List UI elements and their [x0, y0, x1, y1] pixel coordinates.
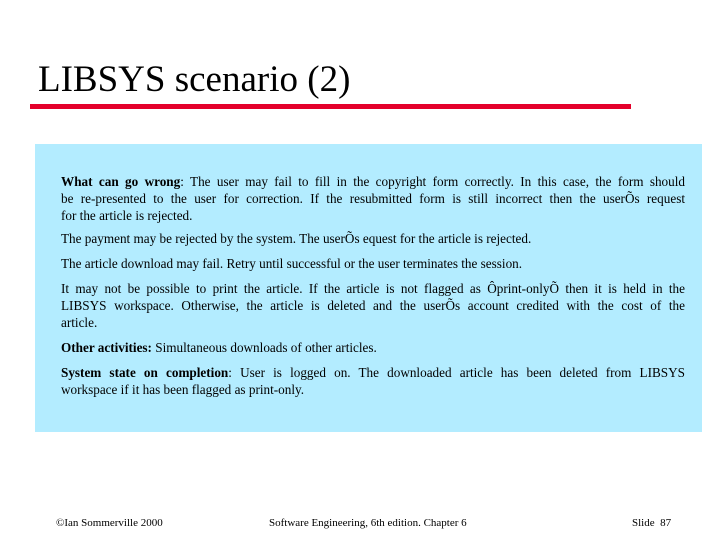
paragraph-download-fail: [61, 255, 685, 272]
slide-title: LIBSYS scenario (2): [38, 59, 351, 100]
paragraph-print-fail: [61, 280, 685, 331]
text-line: be re-presented to the user for correction. If the resubmitted form is still incorrect then the userÕs request: [61, 191, 685, 206]
footer-slide-number: Slide 87: [632, 517, 672, 529]
footer-copyright: ©Ian Sommerville 2000: [56, 517, 163, 529]
text-line: LIBSYS workspace. Otherwise, the article is deleted and the userÕs account credited with the cost of the: [61, 298, 685, 313]
text-line: for the article is rejected.: [61, 208, 193, 223]
content-box: [35, 144, 702, 432]
text-line: What can go wrong: The user may fail to fill in the copyright form correctly. In this case, the form should: [61, 174, 685, 189]
paragraph-other-activities: [61, 339, 685, 356]
text-line: article.: [61, 315, 98, 330]
text-line: System state on completion: User is logged on. The downloaded article has been deleted from LIBSYS: [61, 365, 685, 380]
paragraph-label: What can go wrong: [61, 174, 181, 189]
title-underline: [30, 104, 631, 109]
paragraph-label: Other activities:: [61, 340, 152, 355]
text-line: The payment may be rejected by the system. The userÕs equest for the article is rejected.: [61, 231, 532, 246]
footer-book-title: Software Engineering, 6th edition. Chapter 6: [269, 517, 467, 529]
text-line: Other activities: Simultaneous downloads of other articles.: [61, 340, 377, 355]
paragraph-payment-rejected: [61, 230, 685, 247]
paragraph-label: System state on completion: [61, 365, 229, 380]
text-line: It may not be possible to print the article. If the article is not flagged as Ôprint-onlyÕ then it is held in the: [61, 281, 685, 296]
text-line: workspace if it has been flagged as print-only.: [61, 382, 305, 397]
paragraph-what-can-go-wrong: [61, 173, 685, 224]
paragraph-system-state: [61, 364, 685, 398]
text-line: The article download may fail. Retry until successful or the user terminates the session.: [61, 256, 523, 271]
